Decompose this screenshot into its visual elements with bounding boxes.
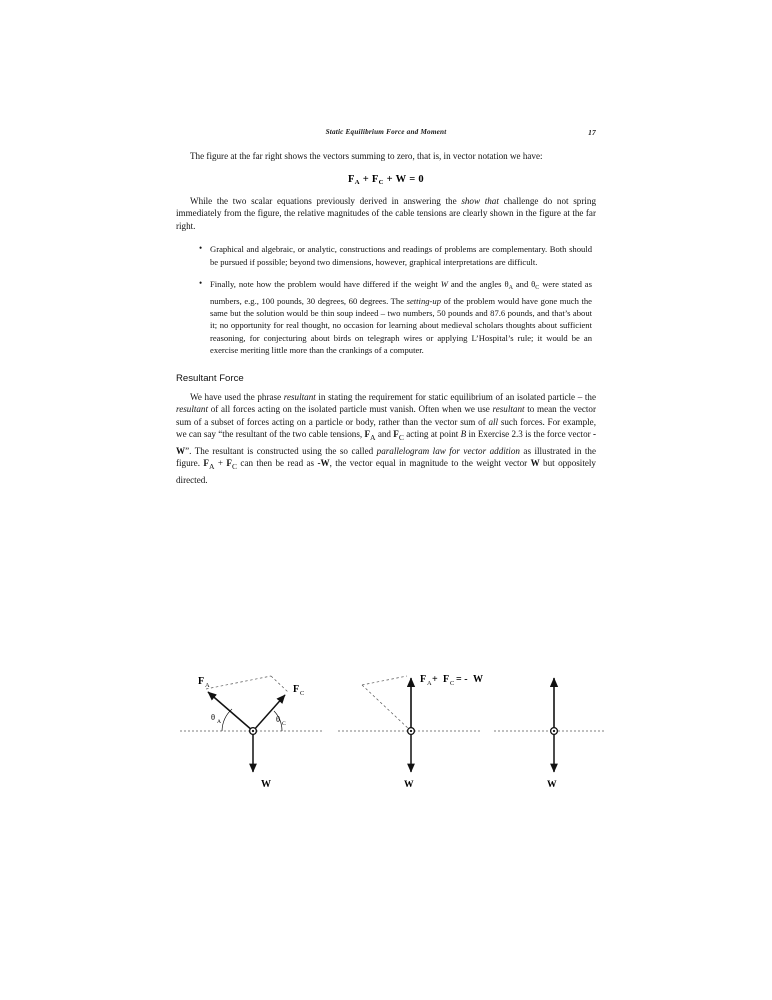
- label-weight-right: W: [547, 779, 557, 790]
- section-heading-resultant-force: Resultant Force: [176, 372, 244, 384]
- label-theta-a-sub: A: [217, 719, 222, 725]
- label-theta-c: θ: [276, 715, 281, 724]
- label-theta-c-sub: C: [282, 721, 286, 727]
- label-resultant-f-a: F: [420, 674, 427, 685]
- bullet-list: [176, 243, 596, 356]
- list-item: • Graphical and algebraic, or analytic, constructions and readings of problems are complementary. Both should be pursued if possible; beyond two dimensions, however, graphical interpretations are difficult.: [210, 243, 596, 268]
- label-weight-middle: W: [404, 779, 414, 790]
- page-number: 17: [588, 128, 596, 137]
- label-f-a-sub: A: [205, 682, 210, 689]
- running-head-title: Static Equilibrium Force and Moment: [325, 128, 447, 136]
- label-resultant-f-c-sub: C: [450, 680, 455, 687]
- figure-svg: [176, 668, 606, 798]
- label-theta-a: θ: [211, 713, 216, 722]
- running-head: [176, 128, 596, 136]
- paragraph-intro: The figure at the far right shows the vectors summing to zero, that is, in vector notation we have:: [190, 151, 543, 161]
- equation-vector-sum: $F_A + F_C + W = 0$: [348, 173, 424, 186]
- label-resultant-f-a-sub: A: [427, 680, 432, 687]
- label-resultant-w: W: [473, 674, 483, 685]
- label-weight-left: W: [261, 779, 271, 790]
- label-resultant-f-c: F: [443, 674, 450, 685]
- paragraph-resultant: We have used the phrase resultant in stating the requirement for static equilibrium of an isolated particle – the resultant of all forces acting on the isolated particle must vanish. Often when we use resultant to mean the vector sum of a subset of forces acting on a particle or body, rather than the vector sum of all such forces. For example, we can say “the resultant of the two cable tensions, $F_A$ and $F_C$ acting at point B in Exercise 2.3 is the force vector -W”. The resultant is constructed using the so called parallelogram law for vector addition as illustrated in the figure. $F_A + F_C$ can then be read as -W, the vector equal in magnitude to the weight vector W but oppositely directed.: [176, 391, 597, 485]
- label-f-c-sub: C: [300, 690, 305, 697]
- label-resultant-equals: = -: [456, 674, 468, 685]
- label-f-c: F: [293, 684, 300, 695]
- label-resultant-plus: +: [432, 674, 438, 685]
- list-item: • Finally, note how the problem would have differed if the weight W and the angles $\theta_A$ and $\theta_C$ were stated as numbers, e.g., 100 pounds, 30 degrees, 60 degrees. The setting-up of the problem would have gone much the same but the solution would be thin soup indeed – two numbers, 50 pounds and 87.6 pounds, and that’s about it; no opportunity for real thought, no occasion for learning about medieval scholars thoughts about sufficient reasoning, for conjecturing about birds on telegraph wires or applying L’Hospital’s rule; it would be an exercise meriting little more than the crankings of a computer.: [210, 278, 596, 356]
- figure-parallelogram-law: [176, 668, 606, 798]
- label-f-a: F: [198, 676, 205, 687]
- page-content: [176, 128, 596, 486]
- paragraph-scalar-equations: While the two scalar equations previously derived in answering the show that challenge do not spring immediately from the figure, the relative magnitudes of the cable tensions are clearly shown in the figure at the far right.: [176, 195, 596, 231]
